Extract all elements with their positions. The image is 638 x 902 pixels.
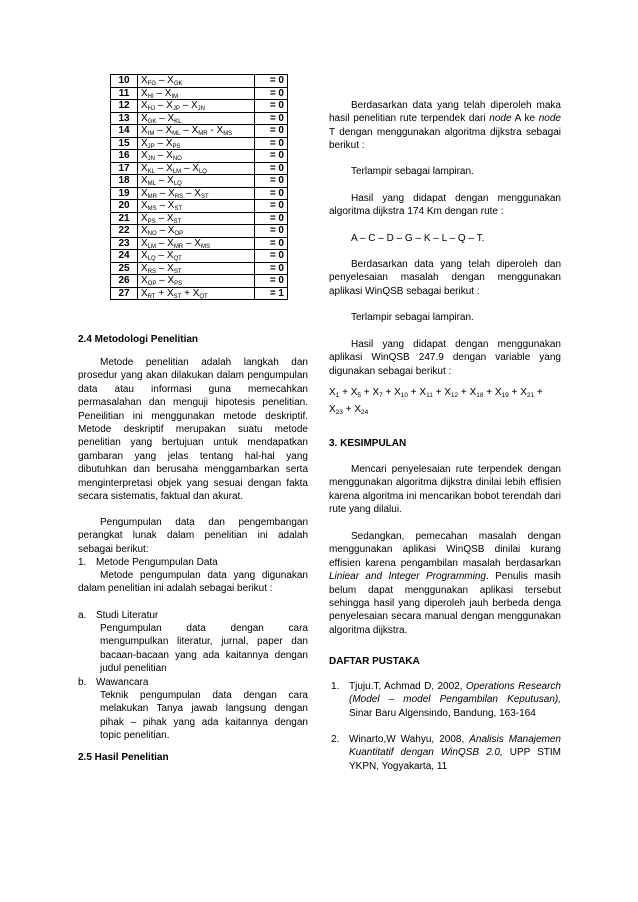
text-run: Sedangkan, pemecahan masalah dengan menggunakan aplikasi WinQSB dinilai kurang effisien karena pengambilan masalah berdasarkan	[329, 531, 561, 569]
variable-base: X	[192, 162, 199, 174]
constraint-value: = 0	[255, 100, 288, 113]
conclusion-paragraph-2	[329, 530, 561, 637]
variable-base: X	[141, 250, 148, 262]
constraint-expression	[138, 162, 255, 175]
constraint-value: = 0	[255, 262, 288, 275]
constraint-expression	[138, 200, 255, 213]
constraint-expression	[138, 150, 255, 163]
operator: –	[155, 212, 167, 224]
variable-base: X	[141, 100, 148, 112]
constraint-value: = 0	[255, 75, 288, 88]
variable-base: X	[469, 387, 477, 398]
constraint-value: = 0	[255, 275, 288, 288]
methodology-paragraph: Metode penelitian adalah langkah dan prosedur yang akan dilakukan dalam pengumpulan data atau informasi guna memecahkan permasalahan dan menguji hipotesis penelitian. Peneilitian ini menggunakan metode deskriptif. Metode deskriptif merupakan suatu metode penelitian yang bertujuan untuk mendapatkan gambaran yang jelas tentang hal-hal yang dibutuhkan dan berusaha menggambarkan serta menginterpretasi objek yang sesuai dengan fakta secara sistematis, faktual dan akurat.	[78, 357, 308, 503]
list-item-title: Wawancara	[96, 677, 149, 688]
variable-base: X	[165, 125, 173, 137]
constraint-value: = 0	[255, 162, 288, 175]
constraint-number: 11	[111, 87, 138, 100]
table-row	[111, 175, 288, 188]
variable-base: X	[167, 200, 175, 212]
text-run: Berdasarkan data yang telah diperoleh maka hasil penelitian rute terpendek dari	[329, 100, 561, 125]
variable-subscript: LM	[172, 168, 182, 175]
variable-subscript: PS	[147, 218, 156, 225]
constraint-number: 18	[111, 175, 138, 188]
constraint-number: 16	[111, 150, 138, 163]
table-row	[111, 237, 288, 250]
constraint-expression	[138, 112, 255, 125]
result-intro-paragraph	[329, 99, 561, 153]
variable-base: X	[167, 262, 174, 274]
variable-subscript: JP	[147, 143, 155, 150]
text-run: Tjuju.T, Achmad D, 2002,	[349, 681, 466, 692]
constraint-value: = 0	[255, 200, 288, 213]
italic-term: node	[538, 113, 561, 125]
variable-subscript: JN	[197, 106, 205, 113]
operator: –	[157, 187, 169, 199]
variable-base: X	[141, 175, 148, 187]
variable-base: X	[444, 387, 451, 398]
operator: –	[155, 250, 167, 262]
variable-base: X	[166, 250, 174, 262]
text-run: Sinar Baru Algensindo, Bandung, 163-164	[349, 707, 536, 719]
variable-subscript: KL	[147, 168, 156, 175]
variable-subscript: HI	[147, 93, 154, 100]
operator: -	[207, 125, 217, 137]
table-row	[111, 150, 288, 163]
variable-subscript: NO	[172, 156, 182, 163]
variable-subscript: 1	[335, 392, 340, 399]
variable-base: X	[372, 387, 380, 398]
list-item-title: Studi Literatur	[96, 610, 159, 621]
reference-number: 1.	[331, 681, 340, 692]
dijkstra-result-paragraph: Hasil yang didapat dengan menggunakan algoritma dijkstra 174 Km dengan rute :	[329, 193, 561, 218]
variable-base: X	[354, 404, 361, 415]
variable-subscript: OP	[147, 281, 157, 288]
variable-subscript: 12	[450, 392, 459, 399]
operator: –	[153, 87, 165, 99]
list-marker: 1.	[78, 557, 87, 568]
operator: +	[181, 287, 193, 299]
variable-base: X	[141, 212, 148, 224]
variable-base: X	[166, 287, 174, 299]
variable-subscript: MS	[223, 131, 233, 138]
text-run: Winarto,W Wahyu, 2008,	[349, 734, 470, 745]
variable-subscript: PS	[174, 281, 183, 288]
table-row	[111, 87, 288, 100]
variable-base: X	[166, 162, 173, 174]
operator: –	[156, 225, 168, 237]
operator: –	[156, 237, 168, 249]
italic-title: Analisis Manajemen Kuantitatif dengan WinQSB 2.0,	[349, 734, 561, 759]
constraint-expression	[138, 100, 255, 113]
formula-line	[329, 401, 561, 418]
variable-subscript: GK	[173, 81, 183, 88]
operator: –	[156, 262, 168, 274]
constraint-expression	[138, 212, 255, 225]
operator: +	[534, 387, 543, 398]
table-row	[111, 75, 288, 88]
constraint-number: 24	[111, 250, 138, 263]
constraint-value: = 0	[255, 150, 288, 163]
variable-subscript: LM	[147, 243, 157, 250]
constraint-number: 19	[111, 187, 138, 200]
constraint-expression	[138, 75, 255, 88]
constraint-number: 15	[111, 137, 138, 150]
constraint-number: 23	[111, 237, 138, 250]
constraint-number: 25	[111, 262, 138, 275]
variable-subscript: KL	[174, 118, 182, 125]
variable-base: X	[166, 150, 173, 162]
constraint-number: 21	[111, 212, 138, 225]
reference-item-2	[329, 733, 561, 775]
constraint-value: = 0	[255, 112, 288, 125]
section-heading-2-4: 2.4 Metodologi Penelitian	[78, 334, 199, 345]
conclusion-paragraph-1: Mencari penyelesaian rute terpendek dengan menggunakan algoritma dijkstra dinilai lebih effisien karena algoritma ini mencarikan bobot terendah dari rute yang dilalui.	[329, 464, 561, 516]
operator: +	[342, 404, 355, 415]
table-row	[111, 162, 288, 175]
italic-term: Liniear and Integer Programming	[329, 571, 486, 583]
constraint-expression	[138, 87, 255, 100]
operator: –	[156, 200, 168, 212]
constraint-value: = 0	[255, 137, 288, 150]
constraint-expression	[138, 187, 255, 200]
variable-subscript: NO	[147, 231, 157, 238]
constraint-number: 26	[111, 275, 138, 288]
variable-subscript: 11	[426, 392, 433, 399]
constraint-expression	[138, 225, 255, 238]
variable-base: X	[194, 187, 201, 199]
operator: –	[155, 162, 167, 174]
variable-subscript: 7	[379, 392, 383, 399]
variable-subscript: HJ	[147, 106, 156, 113]
constraint-value: = 0	[255, 225, 288, 238]
constraint-number: 17	[111, 162, 138, 175]
variable-subscript: 24	[360, 409, 369, 416]
operator: +	[339, 387, 351, 398]
variable-subscript: RS	[147, 268, 157, 275]
variable-base: X	[394, 387, 401, 398]
section-heading-3: 3. KESIMPULAN	[329, 438, 407, 449]
variable-base: X	[141, 150, 148, 162]
variable-subscript: JP	[172, 106, 180, 113]
variable-base: X	[141, 200, 148, 212]
variable-base: X	[165, 137, 173, 149]
variable-subscript: MS	[200, 243, 210, 250]
italic-title: Operations Research (Model – model Pengambilan Keputusan),	[349, 681, 561, 706]
variable-subscript: JN	[147, 156, 156, 163]
reference-number: 2.	[331, 734, 340, 745]
table-row	[111, 287, 288, 300]
variable-subscript: MR	[198, 131, 208, 138]
data-collection-paragraph: Pengumpulan data dan pengembangan perangkat lunak dalam penelitian ini adalah sebagai berikut:	[78, 517, 308, 555]
variable-base: X	[166, 100, 173, 112]
operator: +	[483, 387, 495, 398]
operator: –	[156, 175, 168, 187]
variable-subscript: MS	[147, 206, 157, 213]
constraint-expression	[138, 250, 255, 263]
operator: –	[183, 187, 195, 199]
table-row	[111, 137, 288, 150]
table-row	[111, 100, 288, 113]
reference-text	[349, 733, 561, 773]
variable-base: X	[168, 187, 175, 199]
operator: +	[382, 387, 395, 398]
variable-base: X	[141, 75, 148, 87]
operator: –	[156, 75, 168, 87]
operator: –	[181, 162, 193, 174]
italic-term: node	[489, 113, 512, 125]
variable-base: X	[164, 87, 172, 99]
text-run: . Penulis masih belum dapat menggunakan aplikasi tersebut sehingga hasil yang diperoleh jauh berbeda denga penyelesaian secara manual dengan menggunakan algoritma dijkstra.	[329, 571, 561, 636]
operator: +	[458, 387, 470, 398]
list-item-a-body: Pengumpulan data dengan cara mengumpulkan literatur, jurnal, paper dan bacaan-bacaan yang ada kaitannya dengan judul penelitian	[100, 623, 308, 675]
operator: +	[508, 387, 521, 398]
variable-base: X	[141, 87, 148, 99]
variable-subscript: QT	[199, 293, 208, 300]
variable-subscript: PS	[172, 143, 181, 150]
variable-subscript: ST	[173, 218, 182, 225]
constraint-number: 22	[111, 225, 138, 238]
constraint-value: = 1	[255, 287, 288, 300]
variable-base: X	[141, 275, 148, 287]
constraint-value: = 0	[255, 237, 288, 250]
constraint-value: = 0	[255, 125, 288, 138]
variable-subscript: MR	[147, 193, 158, 200]
attachment-note-2: Terlampir sebagai lampiran.	[351, 312, 474, 323]
table-row	[111, 225, 288, 238]
constraint-number: 10	[111, 75, 138, 88]
variable-formula	[329, 384, 561, 418]
constraint-expression	[138, 125, 255, 138]
variable-subscript: 21	[526, 392, 535, 399]
constraint-value: = 0	[255, 212, 288, 225]
text-run: UPP STIM YKPN, Yogyakarta, 11	[349, 747, 561, 772]
variable-base: X	[167, 175, 174, 187]
operator: –	[183, 237, 195, 249]
variable-subscript: ML	[172, 131, 181, 138]
variable-subscript: QT	[173, 256, 182, 263]
list-item-a-heading	[78, 609, 308, 623]
variable-base: X	[190, 100, 198, 112]
winqsb-result-paragraph: Hasil yang didapat dengan menggunakan aplikasi WinQSB 247.9 dengan variable yang digunakan sebagai berikut :	[329, 339, 561, 377]
variable-subscript: LQ	[173, 181, 182, 188]
variable-subscript: IM	[147, 131, 155, 138]
variable-base: X	[329, 404, 336, 415]
constraint-expression	[138, 137, 255, 150]
table-row	[111, 200, 288, 213]
list-marker: a.	[78, 610, 87, 621]
operator: –	[155, 100, 167, 112]
operator: –	[156, 112, 168, 124]
variable-subscript: 23	[335, 409, 343, 416]
variable-base: X	[141, 112, 148, 124]
constraint-number: 14	[111, 125, 138, 138]
variable-base: X	[141, 237, 148, 249]
variable-subscript: ML	[147, 181, 157, 188]
references-heading: DAFTAR PUSTAKA	[329, 656, 420, 667]
constraint-value: = 0	[255, 250, 288, 263]
variable-base: X	[167, 275, 175, 287]
variable-base: X	[141, 262, 148, 274]
list-marker: b.	[78, 677, 87, 688]
variable-subscript: 10	[400, 392, 409, 399]
variable-base: X	[167, 75, 174, 87]
variable-subscript: ST	[174, 206, 183, 213]
constraint-number: 13	[111, 112, 138, 125]
variable-base: X	[216, 125, 224, 137]
variable-base: X	[419, 387, 427, 398]
reference-item-1	[329, 680, 561, 736]
list-item-1-heading	[78, 556, 308, 570]
variable-base: X	[350, 387, 358, 398]
variable-subscript: 5	[357, 392, 361, 399]
variable-base: X	[167, 112, 175, 124]
variable-subscript: ST	[200, 193, 209, 200]
variable-subscript: OP	[174, 231, 184, 238]
operator: –	[155, 150, 167, 162]
variable-subscript: RT	[147, 293, 156, 300]
operator: –	[154, 125, 166, 137]
table-row	[111, 250, 288, 263]
variable-subscript: RS	[174, 193, 184, 200]
attachment-note: Terlampir sebagai lampiran.	[351, 166, 474, 177]
constraint-number: 27	[111, 287, 138, 300]
reference-text	[349, 680, 561, 720]
operator: +	[408, 387, 420, 398]
list-item-title: Metode Pengumpulan Data	[96, 557, 218, 568]
table-row	[111, 275, 288, 288]
constraint-value: = 0	[255, 175, 288, 188]
variable-subscript: LQ	[147, 256, 156, 263]
operator: +	[361, 387, 373, 398]
list-item-1-body: Metode pengumpulan data yang digunakan dalam penelitian ini adalah sebagai berikut :	[78, 570, 308, 595]
variable-base: X	[141, 187, 148, 199]
variable-base: X	[167, 237, 174, 249]
table-row	[111, 262, 288, 275]
operator: –	[179, 100, 191, 112]
operator: +	[155, 287, 167, 299]
constraint-expression	[138, 237, 255, 250]
constraint-expression	[138, 262, 255, 275]
table-row	[111, 125, 288, 138]
variable-subscript: FG	[147, 81, 157, 88]
variable-base: X	[191, 125, 199, 137]
variable-subscript: IM	[171, 93, 179, 100]
constraint-table	[110, 74, 288, 300]
route-line: A – C – D – G – K – L – Q – T.	[351, 233, 485, 244]
table-row	[111, 112, 288, 125]
list-item-b-heading	[78, 676, 308, 690]
variable-subscript: ST	[173, 293, 182, 300]
operator: –	[156, 275, 168, 287]
operator: –	[180, 125, 192, 137]
variable-base: X	[141, 287, 148, 299]
variable-subscript: MR	[173, 243, 184, 250]
operator: +	[432, 387, 445, 398]
text-run: T dengan menggunakan algoritma dijkstra sebagai berikut :	[329, 126, 561, 152]
winqsb-intro-paragraph: Berdasarkan data yang telah diperoleh dan penyelesaian masalah dengan menggunakan aplikasi WinQSB sebagai berikut :	[329, 259, 561, 297]
constraint-number: 20	[111, 200, 138, 213]
variable-base: X	[141, 162, 148, 174]
variable-base: X	[141, 225, 148, 237]
constraint-expression	[138, 175, 255, 188]
variable-subscript: 19	[501, 392, 509, 399]
operator: –	[154, 137, 166, 149]
variable-base: X	[141, 137, 148, 149]
variable-base: X	[192, 287, 200, 299]
table-row	[111, 187, 288, 200]
section-heading-2-5: 2.5 Hasil Penelitian	[78, 752, 169, 763]
constraint-value: = 0	[255, 87, 288, 100]
variable-subscript: ST	[173, 268, 182, 275]
variable-base: X	[520, 387, 527, 398]
constraint-number: 12	[111, 100, 138, 113]
constraint-expression	[138, 287, 255, 300]
variable-base: X	[194, 237, 201, 249]
variable-subscript: 18	[476, 392, 484, 399]
variable-base: X	[167, 225, 175, 237]
variable-subscript: LQ	[198, 168, 207, 175]
variable-base: X	[329, 387, 336, 398]
table-row	[111, 212, 288, 225]
constraint-value: = 0	[255, 187, 288, 200]
variable-subscript: GK	[147, 118, 157, 125]
variable-base: X	[494, 387, 502, 398]
list-item-b-body: Teknik pengumpulan data dengan cara melakukan Tanya jawab langsung dengan pihak – pihak yang ada kaitannya dengan topic penelitian.	[100, 690, 308, 742]
variable-base: X	[141, 125, 148, 137]
constraint-expression	[138, 275, 255, 288]
text-run: A ke	[511, 113, 539, 125]
variable-base: X	[166, 212, 174, 224]
formula-line	[329, 384, 561, 401]
